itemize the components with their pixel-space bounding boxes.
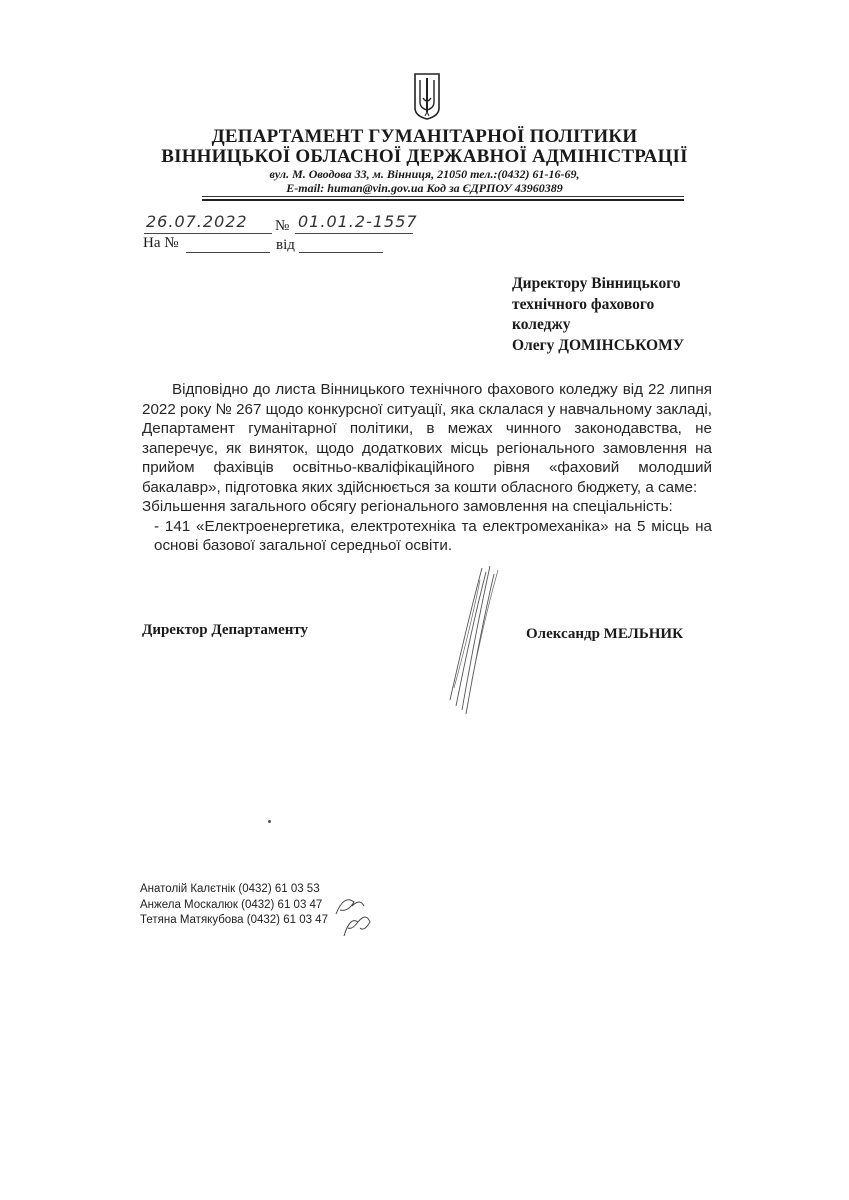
- handwritten-signature: [420, 560, 530, 720]
- signatory-title: Директор Департаменту: [142, 622, 309, 638]
- letter-body: [142, 380, 712, 556]
- body-list-item: - 141 «Електроенергетика, електротехніка та електромеханіка» на 5 місць на основі базової загальної середньої освіти.: [154, 517, 712, 554]
- handwritten-initials: [330, 892, 380, 940]
- recipient-line: технічного фахового: [512, 295, 655, 313]
- from-label: від: [276, 237, 295, 253]
- address-line: вул. М. Оводова 33, м. Вінниця, 21050 тел.:(0432) 61-16-69,: [269, 167, 580, 181]
- body-paragraph: Збільшення загального обсягу регіонального замовлення на спеціальність:: [142, 498, 673, 515]
- contact-line: Анатолій Калєтнік (0432) 61 03 53: [140, 883, 320, 895]
- header-rule: [202, 196, 684, 197]
- number-underline: [295, 233, 413, 234]
- contact-line: Тетяна Матякубова (0432) 61 03 47: [140, 914, 328, 926]
- reply-label: На №: [143, 235, 179, 251]
- recipient-block: [512, 274, 684, 356]
- number-label: №: [275, 218, 290, 234]
- org-name-line2: ВІННИЦЬКОЇ ОБЛАСНОЇ ДЕРЖАВНОЇ АДМІНІСТРАЦІЇ: [161, 146, 688, 167]
- recipient-line: коледжу: [512, 316, 571, 333]
- reply-number-line: [186, 252, 270, 253]
- email-line: E-mail: human@vin.gov.ua Код за ЄДРПОУ 43960389: [286, 181, 563, 195]
- contact-line: Анжела Москалюк (0432) 61 03 47: [140, 898, 323, 911]
- header-rule-thick: [202, 199, 684, 201]
- body-paragraph: Відповідно до листа Вінницького технічного фахового коледжу від 22 липня 2022 року № 267 щодо конкурсної ситуації, яка склалася у навчальному закладі, Департамент гуманітарної політики, в межах чинного законодавства, не заперечує, як виняток, щодо додаткових місць регіонального замовлення на прийом фахівців освітньо-кваліфікаційного рівня «фаховий молодший бакалавр», підготовка яких здійснюється за кошти обласного бюджету, а саме:: [142, 381, 712, 496]
- stray-mark: [268, 820, 271, 823]
- recipient-line: Директору Вінницького: [512, 275, 681, 292]
- trident-icon: [412, 72, 442, 120]
- date-underline: [144, 233, 272, 234]
- org-name-line1: ДЕПАРТАМЕНТ ГУМАНІТАРНОЇ ПОЛІТИКИ: [211, 126, 638, 147]
- contacts-block: [140, 882, 328, 929]
- signatory-name: Олександр МЕЛЬНИК: [526, 626, 683, 642]
- outgoing-date: 26.07.2022: [146, 212, 248, 231]
- recipient-name: Олегу ДОМІНСЬКОМУ: [512, 336, 685, 354]
- outgoing-number: 01.01.2-1557: [298, 212, 418, 231]
- reply-date-line: [299, 252, 383, 253]
